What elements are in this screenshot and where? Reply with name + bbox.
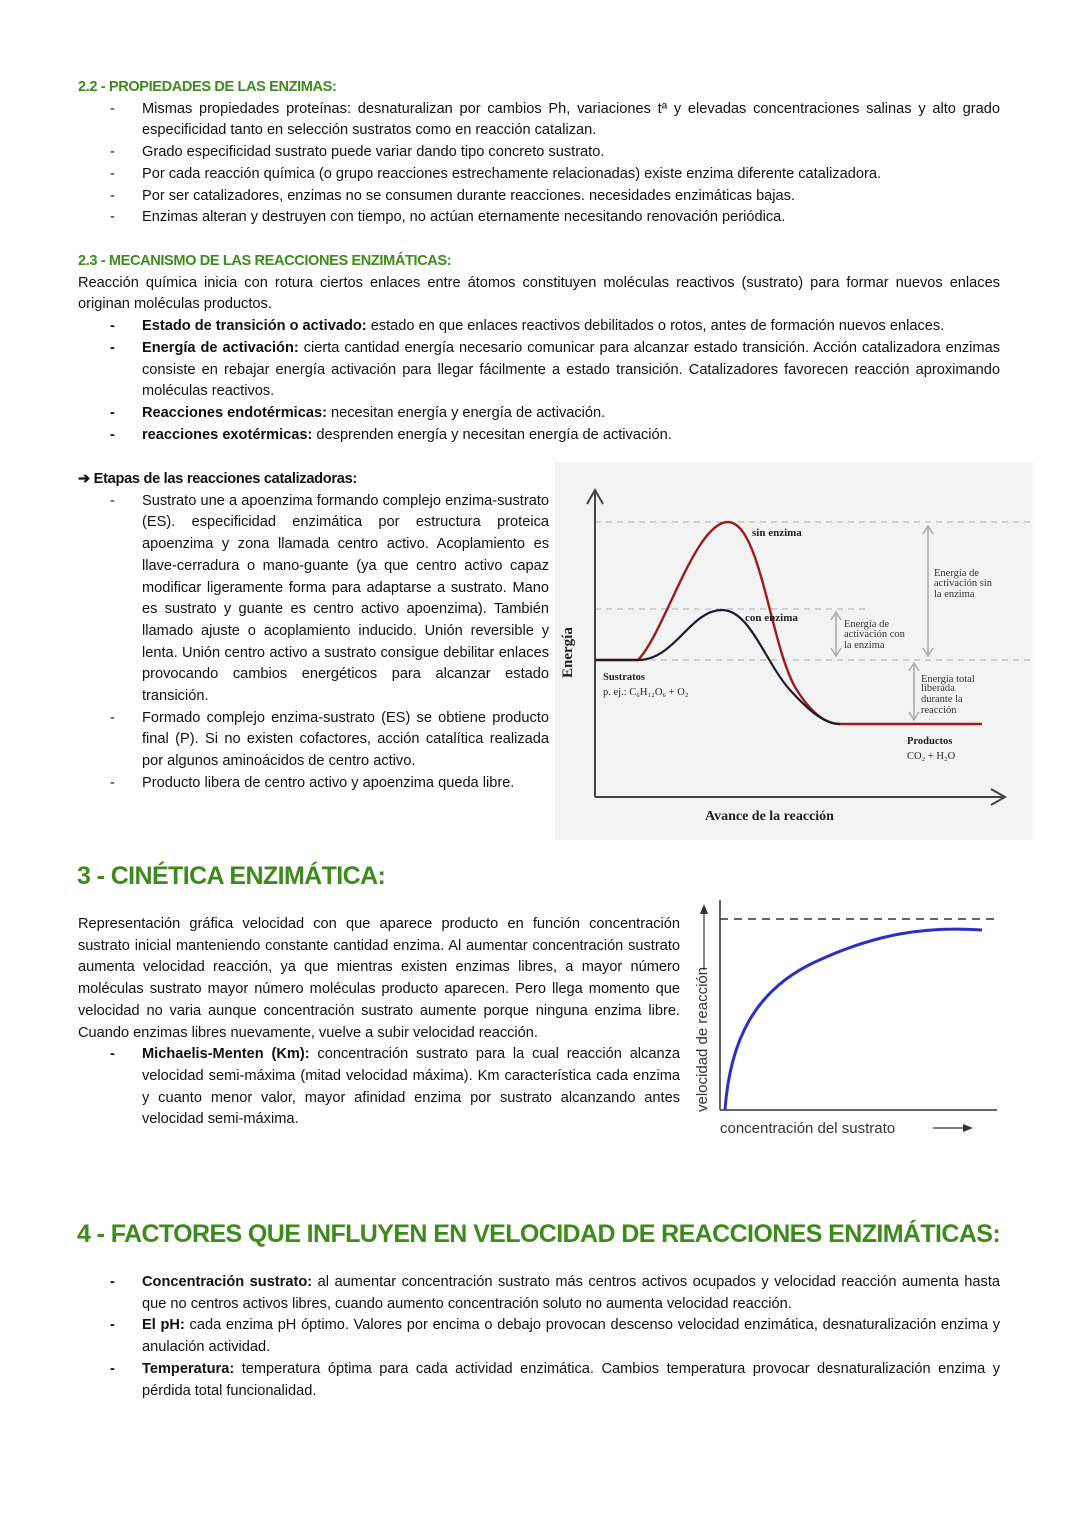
section-3-heading: 3 - CINÉTICA ENZIMÁTICA: bbox=[77, 862, 386, 890]
list-item: - Sustrato une a apoenzima formando complejo enzima-sustrato (ES). especificidad enzimática por estructura proteica apoenzima y zona llamada centro activo. Acoplamiento es llave-cerradura o mano-guante (ya que centro activo capaz modificar ligeramente forma para adaptarse a sustrato. Mano es sustrato y guante es centro activo apoenzima). También llamado ajuste o acoplamiento inducido. Unión reversible y lenta. Unión centro activo a sustrato consigue debilitar enlaces provocando cambios energéticos para alcanzar estado transición. bbox=[110, 492, 549, 705]
section-2-2 bbox=[78, 77, 1000, 229]
michaelis-menten-curve bbox=[725, 929, 982, 1110]
curve-con-enzima bbox=[595, 610, 840, 724]
activation-energy-diagram bbox=[555, 462, 1033, 840]
list-item: - Temperatura: temperatura óptima para cada actividad enzimática. Cambios temperatura provocar desnaturalización enzima y pérdida total funcionalidad. bbox=[110, 1360, 1000, 1399]
energy-diagram-svg bbox=[555, 462, 1033, 840]
kinetics-paragraph: Representación gráfica velocidad con que aparece producto en función concentración sustrato inicial manteniendo constante cantidad enzima. Al aumentar concentración sustrato aumenta velocidad reacción, ya que mientras existen enzimas libres, a mayor número moléculas sustrato mayor número moléculas producto aparecen. Pero llega momento que velocidad no varia aunque concentración sustrato aumente porque ninguna enzima libre. Cuando enzimas libres nuevamente, vuelve a subir velocidad reacción. bbox=[78, 916, 680, 1041]
ann-sin: Energía de activación sin la enzima bbox=[934, 568, 993, 600]
list-item: - Energía de activación: cierta cantidad energía necesario comunicar para alcanzar estado transición. Acción catalizadora enzimas consiste en rebajar energía activación para llegar fácilmente a estado transición. Catalizadores favorecen reacción aproximando moléculas reactivos. bbox=[110, 339, 1000, 400]
substrates-label: Sustratos bbox=[603, 672, 646, 683]
properties-list bbox=[78, 99, 1000, 229]
y-axis-label: velocidad de reacción bbox=[694, 966, 711, 1112]
etapas-section bbox=[78, 469, 549, 795]
section-4-heading: 4 - FACTORES QUE INFLUYEN EN VELOCIDAD DE REACCIONES ENZIMÁTICAS: bbox=[77, 1220, 1001, 1248]
list-item: - Formado complejo enzima-sustrato (ES) se obtiene producto final (P). Si no existen cofactores, acción catalítica realizada por algunos aminoácidos de centro activo. bbox=[110, 709, 549, 770]
x-axis-label: Avance de la reacción bbox=[705, 809, 834, 824]
list-item: - Michaelis-Menten (Km): concentración sustrato para la cual reacción alcanza velocidad semi-máxima (mitad velocidad máxima). Km característica cada enzima y cuanto menor valor, mayor afinidad enzima por sustrato alcanzando antes velocidad semi-máxima. bbox=[110, 1046, 680, 1128]
ann-con: Energía de activación con la enzima bbox=[844, 619, 905, 651]
section-2-3 bbox=[78, 251, 1000, 446]
list-item: - Concentración sustrato: al aumentar concentración sustrato más centros activos ocupados y velocidad reacción aumenta hasta que no centros activos libres, cuando aumento concentración soluto no aumenta velocidad reacción. bbox=[110, 1274, 1000, 1312]
section-heading: 2.3 - MECANISMO DE LAS REACCIONES ENZIMÁTICAS: bbox=[78, 253, 452, 269]
etapas-heading: ➔ Etapas de las reacciones catalizadoras: bbox=[78, 471, 357, 487]
list-item: - Por ser catalizadores, enzimas no se consumen durante reacciones. necesidades enzimáticas bajas. bbox=[110, 187, 796, 204]
section-heading: 2.2 - PROPIEDADES DE LAS ENZIMAS: bbox=[78, 79, 337, 95]
products-label: Productos bbox=[907, 736, 953, 747]
list-item: - Mismas propiedades proteínas: desnaturalizan por cambios Ph, variaciones tª y elevadas concentraciones salinas y alto grado especificidad tanto en selección sustratos como en reacción catalizan. bbox=[110, 100, 1000, 139]
factors-list bbox=[78, 1272, 1000, 1402]
substrates-example: p. ej.: C₆H₁₂O₆ + O₂ bbox=[603, 687, 689, 698]
kinetics-list bbox=[78, 1044, 680, 1131]
list-item: - reacciones exotérmicas: desprenden energía y necesitan energía de activación. bbox=[110, 426, 672, 443]
label-sin: sin enzima bbox=[752, 527, 802, 539]
y-axis-label: Energía bbox=[560, 627, 576, 678]
kinetics-chart-svg bbox=[685, 890, 1005, 1150]
list-item: - El pH: cada enzima pH óptimo. Valores por encima o debajo provocan descenso velocidad enzimática, desnaturalización enzima y anulación actividad. bbox=[110, 1317, 1000, 1356]
list-item: - Reacciones endotérmicas: necesitan energía y energía de activación. bbox=[110, 404, 606, 421]
section-3-body bbox=[78, 914, 680, 1131]
intro-paragraph: Reacción química inicia con rotura ciertos enlaces entre átomos constituyen moléculas reactivos (sustrato) para formar nuevos enlaces originan moléculas productos. bbox=[78, 274, 1000, 313]
list-item: - Por cada reacción química (o grupo reacciones estrechamente relacionadas) existe enzima diferente catalizadora. bbox=[110, 165, 882, 182]
list-item: - Grado especificidad sustrato puede variar dando tipo concreto sustrato. bbox=[110, 144, 605, 161]
x-axis-label: concentración del sustrato bbox=[720, 1120, 896, 1137]
kinetics-chart bbox=[685, 890, 1005, 1150]
products-example: CO₂ + H₂O bbox=[907, 751, 956, 762]
list-item: - Estado de transición o activado: estado en que enlaces reactivos debilitados o rotos, antes de formación nuevos enlaces. bbox=[110, 318, 945, 335]
list-item: - Producto libera de centro activo y apoenzima queda libre. bbox=[110, 774, 515, 791]
mechanism-list bbox=[78, 316, 1000, 446]
etapas-list bbox=[78, 491, 549, 795]
section-4-body bbox=[78, 1272, 1000, 1402]
label-con: con enzima bbox=[745, 612, 798, 624]
list-item: - Enzimas alteran y destruyen con tiempo, no actúan eternamente necesitando renovación periódica. bbox=[110, 209, 786, 226]
ann-total: Energía total liberada durante la reacción bbox=[921, 674, 975, 716]
